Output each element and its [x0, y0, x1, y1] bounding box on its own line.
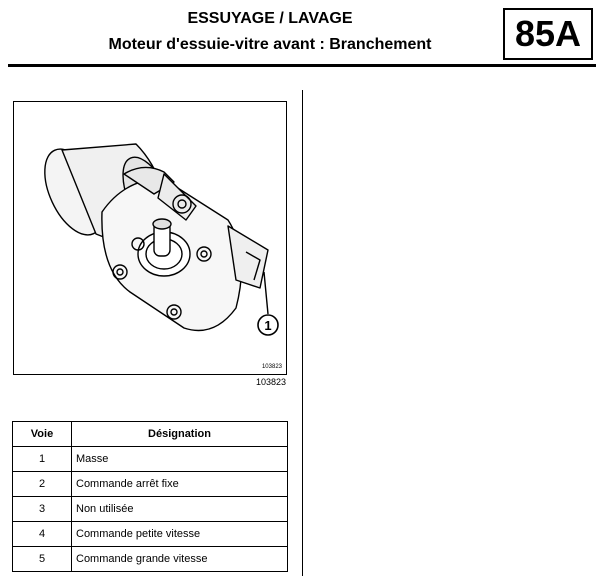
- section-code-badge: 85A: [503, 8, 593, 60]
- figure-reference-outside: 103823: [256, 377, 287, 387]
- figure-reference-inside: 103823: [261, 364, 282, 370]
- designation-cell: Commande arrêt fixe: [72, 472, 288, 497]
- voie-cell: 4: [13, 522, 72, 547]
- designation-cell: Commande petite vitesse: [72, 522, 288, 547]
- figure-frame: [13, 101, 287, 375]
- table-header-row: [13, 422, 288, 447]
- table-row: [13, 472, 288, 497]
- designation-cell: Non utilisée: [72, 497, 288, 522]
- table-row: [13, 447, 288, 472]
- header-title: ESSUYAGE / LAVAGE: [187, 10, 353, 27]
- column-divider: [302, 90, 303, 576]
- table-row: [13, 547, 288, 572]
- column-header-designation: Désignation: [72, 422, 288, 447]
- callout-number: 1: [264, 318, 272, 333]
- header-subtitle: Moteur d'essuie-vitre avant : Branchement: [108, 36, 432, 53]
- column-header-voie: Voie: [13, 422, 72, 447]
- table-row: [13, 522, 288, 547]
- header-rule: [8, 64, 596, 67]
- voie-cell: 1: [13, 447, 72, 472]
- voie-cell: 5: [13, 547, 72, 572]
- wiper-motor-illustration: [14, 102, 286, 374]
- designation-cell: Masse: [72, 447, 288, 472]
- voie-cell: 2: [13, 472, 72, 497]
- voie-cell: 3: [13, 497, 72, 522]
- callout-leader: [264, 272, 268, 314]
- designation-cell: Commande grande vitesse: [72, 547, 288, 572]
- table-row: [13, 497, 288, 522]
- pin-assignment-table: [12, 421, 288, 572]
